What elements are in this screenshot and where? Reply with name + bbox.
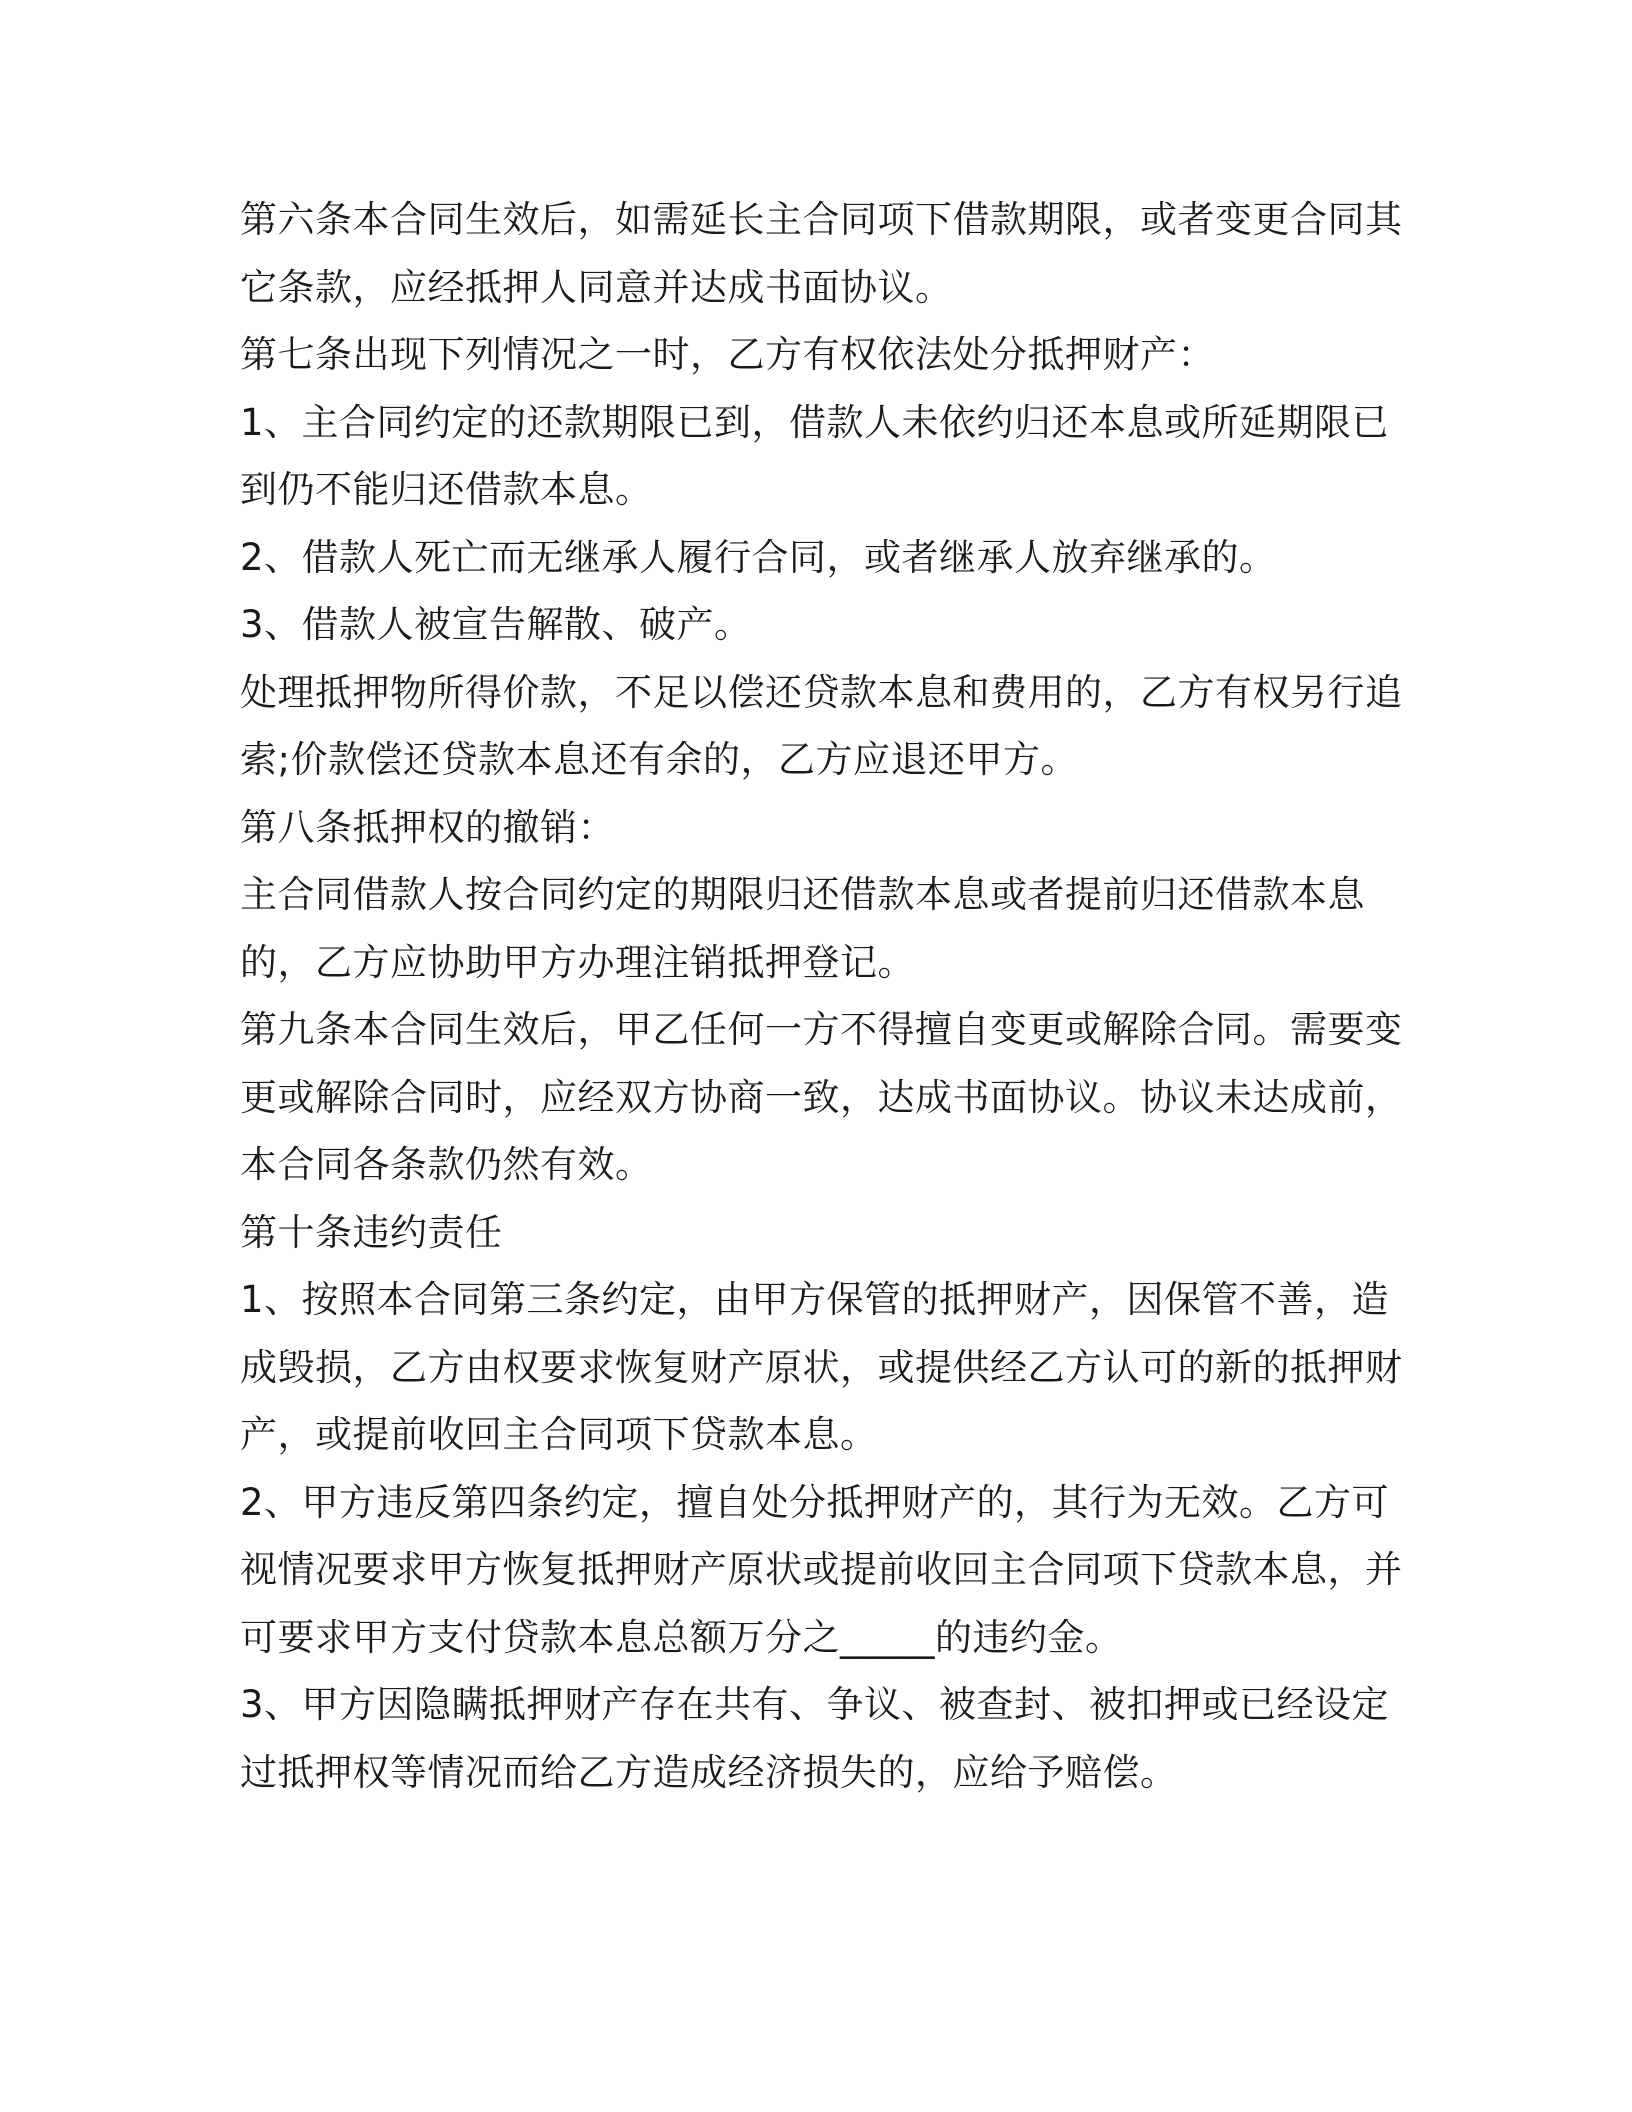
paragraph-article-10: 第十条违约责任: [240, 1210, 503, 1254]
paragraph-article-9: 第九条本合同生效后，甲乙任何一方不得擅自变更或解除合同。需要变更或解除合同时，应经双方协商一致，达成书面协议。协议未达成前，本合同各条款仍然有效。: [240, 1008, 1403, 1186]
paragraph-article-7-item-2: 2、借款人死亡而无继承人履行合同，或者继承人放弃继承的。: [240, 535, 1277, 579]
paragraph-article-7-item-3: 3、借款人被宣告解散、破产。: [240, 603, 752, 646]
paragraph-article-7-item-1: 1、主合同约定的还款期限已到，借款人未依约归还本息或所延期限已到仍不能归还借款本息。: [240, 400, 1390, 511]
paragraph-article-6: 第六条本合同生效后，如需延长主合同项下借款期限，或者变更合同其它条款，应经抵押人同意并达成书面协议。: [240, 198, 1403, 309]
paragraph-disposal-proceeds: 处理抵押物所得价款，不足以偿还贷款本息和费用的，乙方有权另行追索;价款偿还贷款本息还有余的，乙方应退还甲方。: [240, 670, 1403, 781]
paragraph-article-10-item-3: 3、甲方因隐瞒抵押财产存在共有、争议、被查封、被扣押或已经设定过抵押权等情况而给乙方造成经济损失的，应给予赔偿。: [240, 1683, 1390, 1794]
document-body: [240, 186, 1412, 1806]
paragraph-article-10-item-2: 2、甲方违反第四条约定，擅自处分抵押财产的，其行为无效。乙方可视情况要求甲方恢复抵押财产原状或提前收回主合同项下贷款本息，并可要求甲方支付贷款本息总额万分之_____的违约金。: [240, 1480, 1403, 1659]
paragraph-article-8: 第八条抵押权的撤销：: [240, 805, 615, 849]
paragraph-article-7: 第七条出现下列情况之一时，乙方有权依法处分抵押财产：: [240, 333, 1215, 376]
paragraph-article-10-item-1: 1、按照本合同第三条约定，由甲方保管的抵押财产，因保管不善，造成毁损，乙方由权要求恢复财产原状，或提供经乙方认可的新的抵押财产，或提前收回主合同项下贷款本息。: [240, 1278, 1403, 1456]
paragraph-article-8-body: 主合同借款人按合同约定的期限归还借款本息或者提前归还借款本息的，乙方应协助甲方办理注销抵押登记。: [240, 873, 1365, 984]
